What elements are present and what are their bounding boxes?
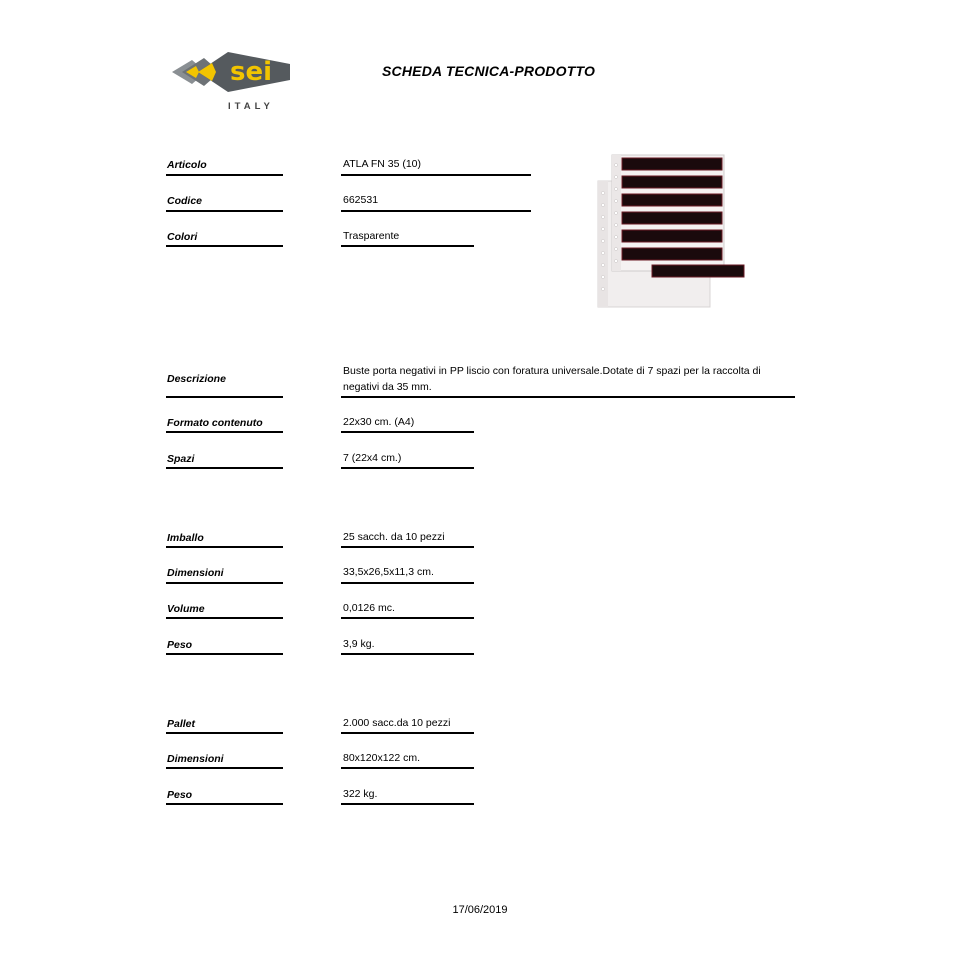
divider	[341, 245, 474, 247]
value-articolo: ATLA FN 35 (10)	[343, 158, 422, 170]
value-codice: 662531	[343, 194, 379, 206]
value-dimensioni: 33,5x26,5x11,3 cm.	[343, 566, 434, 578]
label-pallet: Pallet	[167, 718, 196, 730]
value-peso-pallet: 322 kg.	[343, 788, 378, 800]
divider	[166, 732, 283, 734]
value-formato: 22x30 cm. (A4)	[343, 416, 415, 428]
page-title: SCHEDA TECNICA-PRODOTTO	[382, 63, 596, 79]
divider	[341, 396, 795, 398]
divider	[341, 431, 474, 433]
value-pallet: 2.000 sacc.da 10 pezzi	[343, 717, 451, 729]
divider	[341, 803, 474, 805]
sei-logo-mark	[168, 46, 298, 102]
label-peso: Peso	[167, 639, 193, 651]
divider	[166, 431, 283, 433]
label-articolo: Articolo	[167, 159, 207, 171]
divider	[341, 582, 474, 584]
divider	[166, 767, 283, 769]
label-dimensioni: Dimensioni	[167, 567, 224, 579]
label-peso-pallet: Peso	[167, 789, 193, 801]
value-volume: 0,0126 mc.	[343, 602, 395, 614]
divider	[341, 732, 474, 734]
label-formato: Formato contenuto	[167, 417, 263, 429]
sei-logo	[168, 46, 298, 116]
value-spazi: 7 (22x4 cm.)	[343, 452, 402, 464]
divider	[341, 467, 474, 469]
divider	[341, 174, 531, 176]
divider	[166, 546, 283, 548]
value-colori: Trasparente	[343, 230, 400, 242]
divider	[166, 467, 283, 469]
divider	[166, 617, 283, 619]
svg-text:sei: sei	[230, 57, 273, 87]
negative-sleeve-icon	[596, 153, 746, 309]
label-imballo: Imballo	[167, 532, 204, 544]
divider	[166, 396, 283, 398]
divider	[166, 803, 283, 805]
divider	[341, 617, 474, 619]
label-volume: Volume	[167, 603, 205, 615]
label-colori: Colori	[167, 231, 198, 243]
divider	[341, 546, 474, 548]
product-image	[596, 153, 746, 309]
divider	[166, 653, 283, 655]
label-codice: Codice	[167, 195, 203, 207]
value-descrizione: Buste porta negativi in PP liscio con foratura universale.Dotate di 7 spazi per la raccolta di negativi da 35 mm.	[343, 365, 761, 393]
divider	[166, 210, 283, 212]
logo-subtext: ITALY	[228, 101, 274, 112]
label-dimensioni-pallet: Dimensioni	[167, 753, 224, 765]
divider	[166, 582, 283, 584]
divider	[341, 767, 474, 769]
divider	[341, 653, 474, 655]
label-descrizione: Descrizione	[167, 373, 226, 385]
label-spazi: Spazi	[167, 453, 195, 465]
divider	[166, 174, 283, 176]
divider	[341, 210, 531, 212]
divider	[166, 245, 283, 247]
value-peso: 3,9 kg.	[343, 638, 375, 650]
value-imballo: 25 sacch. da 10 pezzi	[343, 531, 445, 543]
footer-date: 17/06/2019	[452, 904, 508, 916]
value-dimensioni-pallet: 80x120x122 cm.	[343, 752, 421, 764]
